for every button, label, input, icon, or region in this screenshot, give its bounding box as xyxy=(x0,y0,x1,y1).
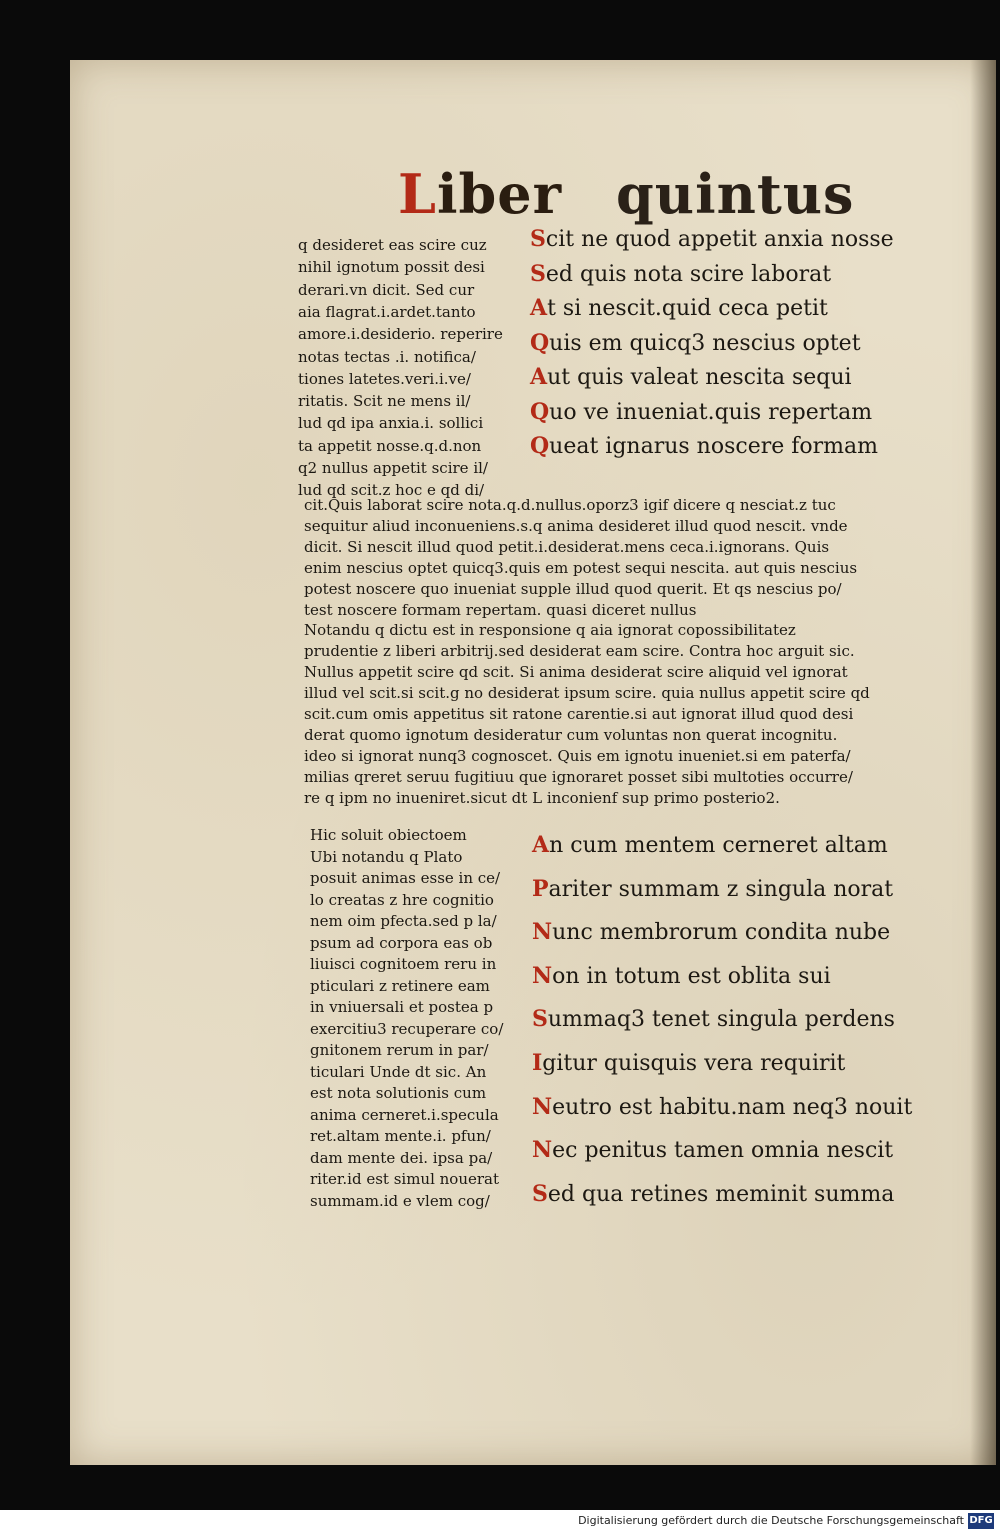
gloss-line: sequitur aliud inconueniens.s.q anima desideret illud quod nescit. vnde xyxy=(304,516,848,535)
gloss-line: notas tectas .i. notifica/ xyxy=(298,347,476,366)
verse-line xyxy=(532,1181,894,1207)
gloss-line: q desideret eas scire cuz xyxy=(298,236,487,254)
verse-text: ed quis nota scire laborat xyxy=(545,261,832,287)
gloss-line: ticulari Unde dt sic. An xyxy=(310,1062,487,1081)
verse-initial: S xyxy=(532,1006,548,1033)
gloss-line: nem oim pfecta.sed p la/ xyxy=(310,912,497,930)
gloss-line: Hic soluit obiectoem xyxy=(310,826,467,844)
verse-line xyxy=(532,1094,912,1120)
verse-text: ec penitus tamen omnia nescit xyxy=(552,1138,894,1164)
verse-line xyxy=(532,919,890,945)
verse-text: ueat ignarus noscere formam xyxy=(549,434,879,459)
gloss-line: lud qd scit.z hoc e qd di/ xyxy=(298,481,485,500)
gloss-line: dicit. Si nescit illud quod petit.i.desiderat.mens ceca.i.ignorans. Quis xyxy=(304,537,830,556)
verse-text: uo ve inueniat.quis repertam xyxy=(549,399,873,425)
verse-text: ut quis valeat nescita sequi xyxy=(547,365,852,390)
gloss-line: Ubi notandu q Plato xyxy=(310,847,463,866)
gloss-line: illud vel scit.si scit.g no desiderat ipsum scire. quia nullus appetit scire qd xyxy=(304,684,870,703)
verse-line xyxy=(530,399,872,425)
gloss-line: Notandu q dictu est in responsione q aia ignorat copossibilitatez xyxy=(304,621,796,640)
verse-line xyxy=(530,295,828,321)
gloss-line: cit.Quis laborat scire nota.q.d.nullus.oporz3 igif dicere q nesciat.z tuc xyxy=(304,496,836,514)
verse-initial: Q xyxy=(530,329,550,356)
verse-line xyxy=(530,433,878,459)
gloss-line: prudentie z liberi arbitrij.sed desiderat eam scire. Contra hoc arguit sic. xyxy=(304,642,855,661)
verse-initial: S xyxy=(530,226,546,252)
gloss-line: scit.cum omis appetitus sit ratone carentie.si aut ignorat illud quod desi xyxy=(304,705,854,723)
gloss-line: enim nescius optet quicq3.quis em potest sequi nescita. aut quis nescius xyxy=(304,558,858,577)
verse-line xyxy=(530,261,831,287)
verse-text: ariter summam z singula norat xyxy=(548,876,894,902)
footer-bar xyxy=(0,1510,1000,1532)
verse-line xyxy=(532,1137,893,1163)
verse-initial: P xyxy=(532,875,549,902)
gloss-line: posuit animas esse in ce/ xyxy=(310,869,501,887)
verse-initial: N xyxy=(532,1093,553,1120)
gloss-line: aia flagrat.i.ardet.tanto xyxy=(298,302,476,321)
gloss-line: potest noscere quo inueniat supple illud quod querit. Et qs nescius po/ xyxy=(304,579,842,598)
verse-line xyxy=(530,330,861,356)
gloss-line: exercitiu3 recuperare co/ xyxy=(310,1019,504,1038)
verse-initial: A xyxy=(532,832,550,858)
verse-line xyxy=(532,1006,895,1032)
gloss-line: milias qreret seruu fugitiuu que ignoraret posset sibi multoties occurre/ xyxy=(304,767,853,786)
gloss-line: gnitonem rerum in par/ xyxy=(310,1041,489,1059)
running-head xyxy=(398,162,854,226)
verse-initial: N xyxy=(532,919,553,946)
verse-initial: I xyxy=(532,1050,543,1076)
gloss-line: lo creatas z hre cognitio xyxy=(310,890,494,909)
verse-initial: S xyxy=(532,1180,548,1207)
verse-line xyxy=(532,1050,845,1076)
gloss-line: Nullus appetit scire qd scit. Si anima desiderat scire aliquid vel ignorat xyxy=(304,663,848,682)
verse-initial: A xyxy=(530,295,548,321)
verse-initial: Q xyxy=(530,398,550,425)
gloss-line: test noscere formam repertam. quasi diceret nullus xyxy=(304,600,697,619)
verse-text: on in totum est oblita sui xyxy=(552,963,831,989)
gloss-line: in vniuersali et postea p xyxy=(310,998,494,1016)
verse-line xyxy=(532,876,893,902)
gloss-line: lud qd ipa anxia.i. sollici xyxy=(298,414,484,433)
gloss-line: summam.id e vlem cog/ xyxy=(310,1191,490,1210)
verse-text: n cum mentem cerneret altam xyxy=(549,833,888,858)
gloss-line: dam mente dei. ipsa pa/ xyxy=(310,1148,493,1167)
gloss-line: nihil ignotum possit desi xyxy=(298,258,485,277)
verse-text: t si nescit.quid ceca petit xyxy=(547,296,828,321)
running-head-initial: L xyxy=(398,162,437,226)
verse-initial: S xyxy=(530,260,546,287)
verse-initial: Q xyxy=(530,433,550,459)
footer-credit-text: Digitalisierung gefördert durch die Deutsche Forschungsgemeinschaft xyxy=(578,1514,964,1527)
gloss-line: ritatis. Scit ne mens il/ xyxy=(298,392,471,411)
verse-text: ummaq3 tenet singula perdens xyxy=(547,1007,895,1033)
gloss-line: derari.vn dicit. Sed cur xyxy=(298,280,475,299)
verse-text: eutro est habitu.nam neq3 nouit xyxy=(552,1094,913,1120)
gloss-line: ideo si ignorat nunq3 cognoscet. Quis em ignotu inueniet.si em paterfa/ xyxy=(304,746,851,765)
gloss-line: re q ipm no inueniret.sicut dt L inconienf sup primo posterio2. xyxy=(304,788,780,807)
gloss-line: tiones latetes.veri.i.ve/ xyxy=(298,369,471,388)
running-head-word-1-rest: iber xyxy=(436,162,563,226)
verse-line xyxy=(530,226,894,252)
gloss-line: ret.altam mente.i. pfun/ xyxy=(310,1127,491,1145)
gloss-line: pticulari z retinere eam xyxy=(310,976,490,995)
verse-text: cit ne quod appetit anxia nosse xyxy=(545,227,894,252)
verse-text: ed qua retines meminit summa xyxy=(547,1181,895,1207)
verse-text: gitur quisquis vera requirit xyxy=(542,1051,846,1076)
gloss-line: derat quomo ignotum desideratur cum voluntas non querat incognitu. xyxy=(304,725,838,744)
gloss-line: amore.i.desiderio. reperire xyxy=(298,325,503,344)
gloss-line: est nota solutionis cum xyxy=(310,1084,487,1102)
running-head-word-1 xyxy=(398,162,562,226)
verse-text: uis em quicq3 nescius optet xyxy=(549,330,861,356)
gloss-line: q2 nullus appetit scire il/ xyxy=(298,459,488,477)
verse-line xyxy=(530,364,852,390)
gloss-line: liuisci cognitoem reru in xyxy=(310,955,497,973)
verse-text: unc membrorum condita nube xyxy=(552,920,891,946)
gloss-line: ta appetit nosse.q.d.non xyxy=(298,436,482,455)
running-head-word-2: quintus xyxy=(616,162,855,226)
verse-initial: A xyxy=(530,364,548,390)
verse-initial: N xyxy=(532,1137,553,1164)
gloss-line: riter.id est simul nouerat xyxy=(310,1170,500,1188)
page-gutter-shadow xyxy=(970,60,996,1465)
verse-line xyxy=(532,963,831,989)
verse-line xyxy=(532,832,888,858)
verse-initial: N xyxy=(532,962,553,989)
gloss-line: psum ad corpora eas ob xyxy=(310,933,493,952)
gloss-line: anima cerneret.i.specula xyxy=(310,1105,499,1124)
dfg-logo: DFG xyxy=(968,1513,994,1529)
